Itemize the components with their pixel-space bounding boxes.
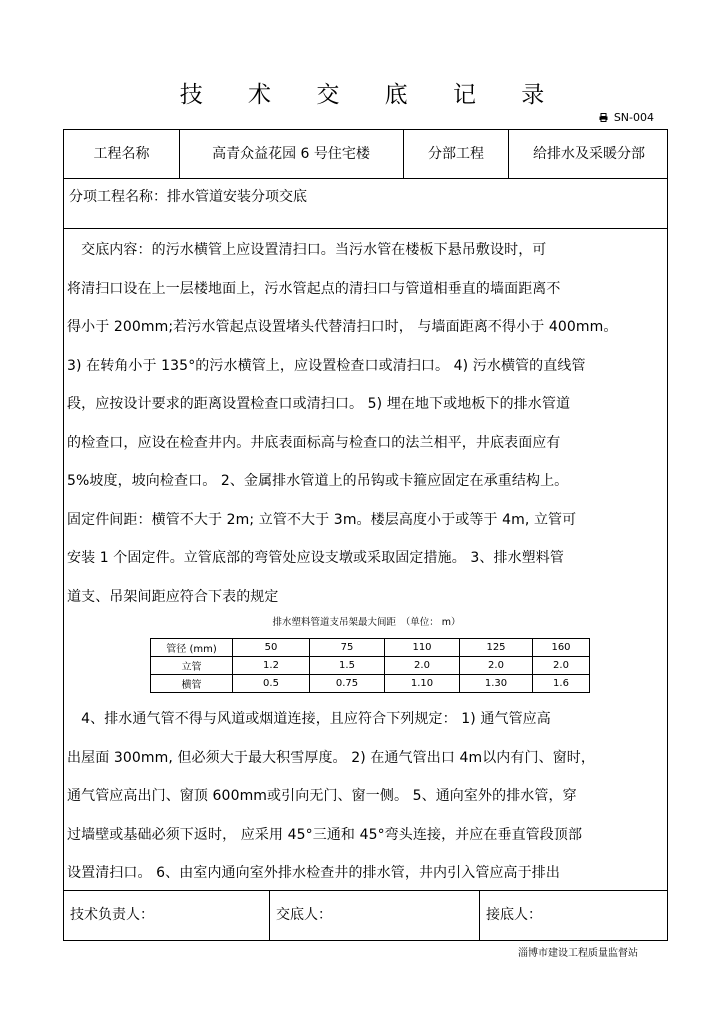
spec-table	[150, 638, 590, 693]
table-cell: 立管	[151, 657, 233, 675]
subitem-name: 分项工程名称：排水管道安装分项交底	[69, 189, 307, 205]
document-title: 技 术 交 底 记 录	[179, 82, 564, 108]
content-line: 段，应按设计要求的距离设置检查口或清扫口。 5) 埋在地下或地板下的排水管道	[67, 396, 571, 412]
content-line: 安装 1 个固定件。立管底部的弯管处应设支墩或采取固定措施。 3、排水塑料管	[67, 550, 564, 566]
table-header-cell: 75	[310, 639, 385, 657]
handover-signature: 交底人：	[276, 907, 332, 923]
content-line: 通气管应高出门、窗顶 600mm或引向无门、窗一侧。 5、通向室外的排水管，穿	[67, 788, 577, 804]
table-row	[151, 639, 590, 657]
content-line: 出屋面 300mm, 但必须大于最大积雪厚度。 2) 在通气管出口 4m以内有门、窗时，	[67, 749, 596, 766]
project-label: 工程名称	[93, 146, 150, 162]
footer-organization: 淄博市建设工程质量监督站	[518, 948, 638, 959]
content-line: 5%坡度，坡向检查口。 2、金属排水管道上的吊钩或卡箍应固定在承重结构上。	[67, 473, 569, 489]
document-code-text: SN-004	[613, 111, 654, 124]
table-cell: 1.2	[233, 657, 310, 675]
content-line: 将清扫口设在上一层楼地面上，污水管起点的清扫口与管道相垂直的墙面距离不	[67, 280, 561, 297]
content-line: 4、排水通气管不得与风道或烟道连接，且应符合下列规定： 1) 通气管应高	[67, 711, 551, 727]
table-cell: 1.5	[310, 657, 385, 675]
table-cell: 1.30	[460, 675, 533, 693]
table-header-cell: 50	[233, 639, 310, 657]
tech-lead-signature: 技术负责人：	[70, 907, 154, 923]
table-cell: 1.10	[385, 675, 460, 693]
printer-icon	[599, 112, 608, 121]
table-cell: 2.0	[460, 657, 533, 675]
table-cell: 1.6	[533, 675, 590, 693]
division-label: 分部工程	[428, 146, 484, 162]
table-header-cell: 125	[460, 639, 533, 657]
content-line: 固定件间距：横管不大于 2m; 立管不大于 3m。楼层高度小于或等于 4m, 立管可	[67, 511, 577, 528]
document-code	[599, 111, 654, 124]
division-value: 给排水及采暖分部	[533, 146, 645, 162]
content-line: 3) 在转角小于 135°的污水横管上，应设置检查口或清扫口。 4) 污水横管的直线管	[67, 357, 586, 374]
table-cell: 横管	[151, 675, 233, 693]
table-header-cell: 管径 (mm)	[151, 639, 233, 657]
content-line: 过墙壁或基础必须下返时， 应采用 45°三通和 45°弯头连接，并应在垂直管段顶部	[67, 826, 583, 843]
table-cell: 0.5	[233, 675, 310, 693]
project-value: 高青众益花园 6 号住宅楼	[212, 146, 370, 162]
table-cell: 0.75	[310, 675, 385, 693]
content-line: 的检查口，应设在检查井内。井底表面标高与检查口的法兰相平，井底表面应有	[67, 434, 561, 451]
receiver-signature: 接底人：	[486, 907, 542, 923]
content-line: 交底内容：的污水横管上应设置清扫口。当污水管在楼板下悬吊敷设时，可	[67, 242, 547, 258]
content-line: 得小于 200mm;若污水管起点设置堵头代替清扫口时， 与墙面距离不得小于 400mm。	[67, 319, 618, 335]
content-line: 道支、吊架间距应符合下表的规定	[67, 588, 279, 605]
table-row	[151, 675, 590, 693]
spec-table-caption: 排水塑料管道支吊架最大间距 （单位： m）	[272, 617, 461, 628]
handover-content-continued	[67, 700, 667, 893]
table-header-cell: 110	[385, 639, 460, 657]
table-row	[151, 657, 590, 675]
record-form	[63, 129, 668, 941]
handover-content	[67, 231, 667, 616]
table-cell: 2.0	[533, 657, 590, 675]
table-header-cell: 160	[533, 639, 590, 657]
table-cell: 2.0	[385, 657, 460, 675]
content-line: 设置清扫口。 6、由室内通向室外排水检查井的排水管，井内引入管应高于排出	[67, 865, 560, 881]
